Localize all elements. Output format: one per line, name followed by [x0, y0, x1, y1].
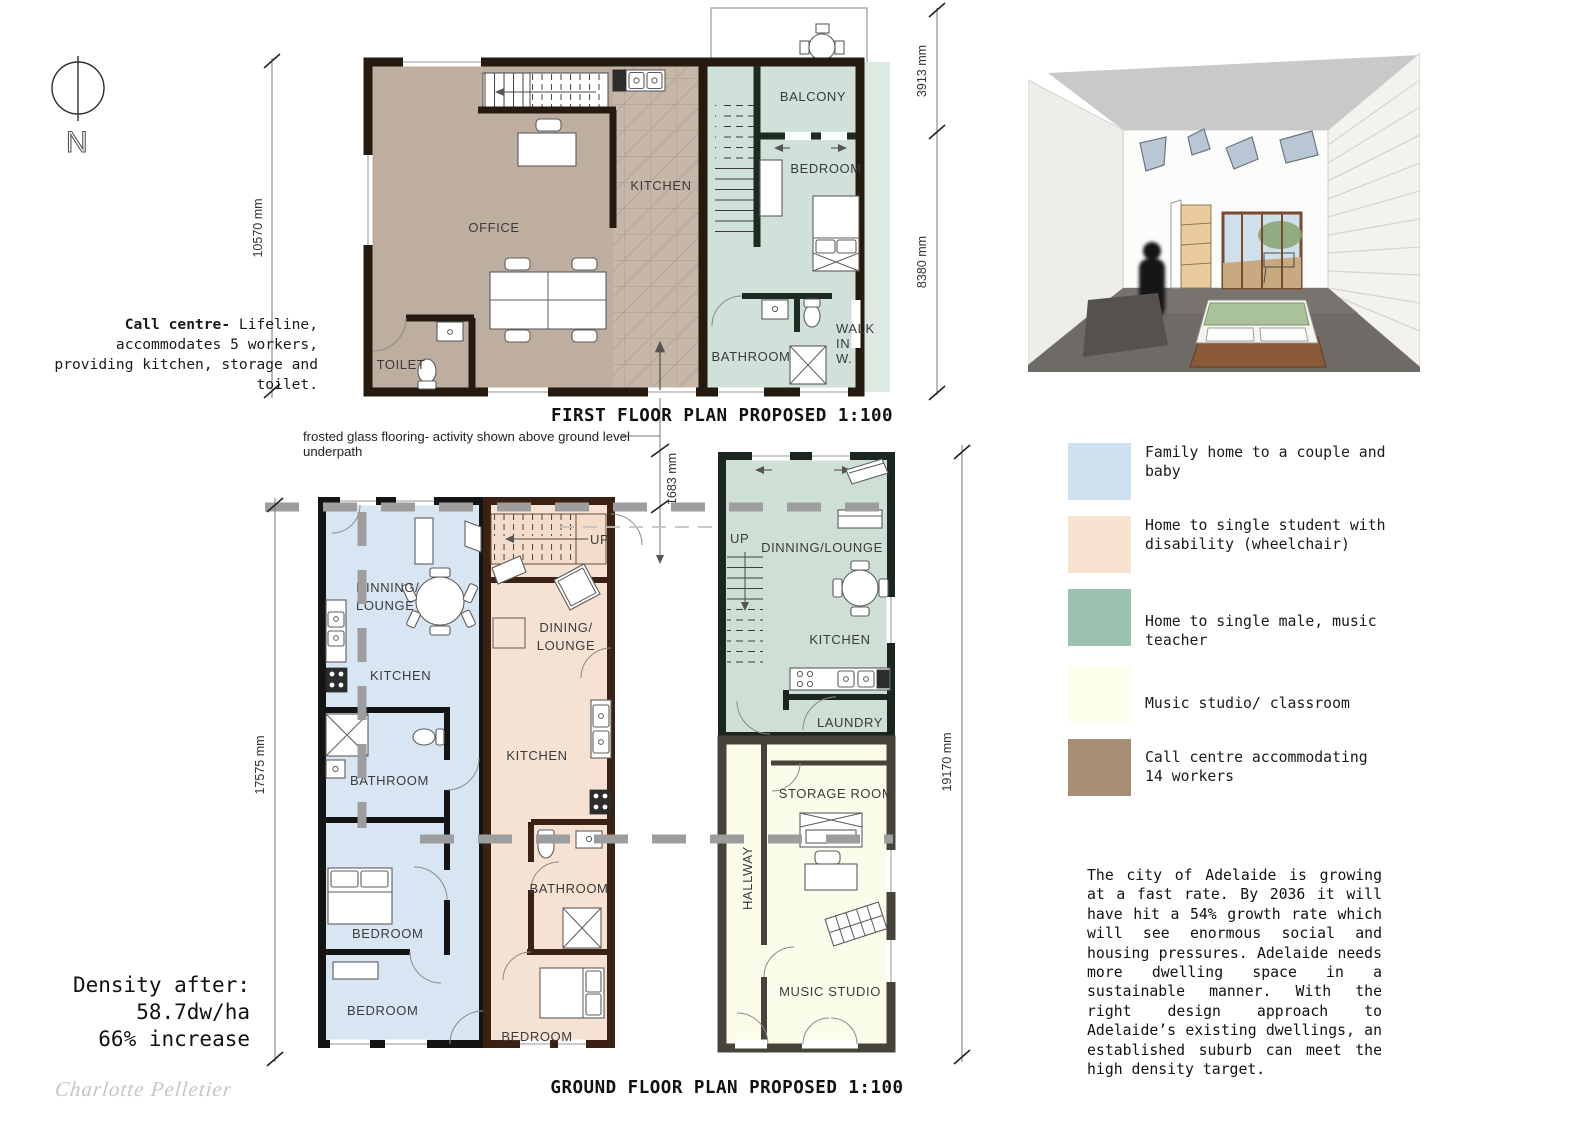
- density-note: [20, 972, 250, 1053]
- ff-bed: [813, 196, 859, 271]
- legend-swatch-1: [1068, 516, 1131, 573]
- kitchen-counter: [613, 70, 665, 91]
- north-label: N: [66, 126, 88, 159]
- interior-perspective-sketch: [1028, 45, 1420, 372]
- gf-unit-student: [487, 501, 642, 1049]
- room-label-peach-lounge: LOUNGE: [536, 638, 596, 653]
- sketch-glass-door: [1223, 213, 1302, 288]
- room-label-peach-kitchen: KITCHEN: [506, 748, 568, 763]
- density-line3: 66% increase: [98, 1027, 250, 1051]
- room-label-peach-dining: DINING/: [539, 620, 593, 635]
- call-centre-note-rest: Lifeline, accommodates 5 workers, providing kitchen, storage and toilet.: [54, 316, 318, 393]
- room-label-balcony: BALCONY: [779, 89, 847, 104]
- ff-shower: [790, 346, 826, 384]
- legend-label-3: Music studio/ classroom: [1145, 695, 1350, 712]
- room-label-kitchen: KITCHEN: [630, 178, 692, 193]
- room-label-walkin-3: W.: [836, 351, 853, 366]
- room-label-toilet: TOILET: [376, 357, 426, 372]
- legend-label-2: Home to single male, music teacher: [1145, 613, 1377, 649]
- legend-item-1: [1068, 516, 1398, 573]
- call-centre-note-bold: Call centre-: [124, 316, 231, 333]
- call-centre-note: [30, 315, 318, 395]
- gf-peach-kitchen: [590, 700, 611, 814]
- legend-item-4: [1068, 739, 1398, 796]
- legend-label-4: Call centre accommodating 14 workers: [1145, 749, 1368, 785]
- legend-swatch-0: [1068, 443, 1131, 500]
- room-label-blue-bedroom2: BEDROOM: [347, 1003, 419, 1018]
- adelaide-paragraph: The city of Adelaide is growing at a fast rate. By 2036 it will have hit a 54% growth rate which will see enormous social and housing pressures. Adelaide needs more dwelling space in a sustainable manner. With the right design approach to Adelaide’s existing dwellings, an established suburb can meet the high density target.: [1087, 867, 1382, 1079]
- dim-1683: 1683 mm: [665, 452, 679, 506]
- first-floor-title: FIRST FLOOR PLAN PROPOSED 1:100: [550, 406, 894, 426]
- gf-green-kitchen-counter: [790, 668, 890, 690]
- first-floor-stair: [483, 73, 608, 110]
- legend-label-0: Family home to a couple and baby: [1145, 444, 1386, 480]
- dim-19170: 19170 mm: [940, 732, 954, 792]
- room-label-blue-bathroom: BATHROOM: [350, 773, 429, 788]
- legend-item-0: [1068, 443, 1398, 500]
- dim-8380: 8380 mm: [915, 235, 929, 289]
- dim-3913: 3913 mm: [915, 44, 929, 98]
- density-line2: 58.7dw/ha: [136, 1000, 250, 1024]
- room-label-bedroom: BEDROOM: [790, 161, 862, 176]
- legend-swatch-2: [1068, 589, 1131, 646]
- gf-unit-teacher: [722, 452, 896, 737]
- room-label-green-laundry: LAUNDRY: [816, 715, 884, 730]
- room-label-peach-bathroom: BATHROOM: [529, 881, 609, 896]
- room-label-bathroom: BATHROOM: [711, 349, 791, 364]
- gf-blue-kitchen: [326, 600, 347, 692]
- gf-unit-family: [322, 497, 483, 1049]
- room-label-green-lounge: DINNING/LOUNGE: [761, 540, 883, 555]
- gf-peach-stair: [491, 514, 606, 564]
- room-label-blue-dinning: DINNING/: [356, 580, 420, 595]
- room-label-peach-bedroom: BEDROOM: [501, 1029, 573, 1044]
- legend-swatch-4: [1068, 739, 1131, 796]
- ground-floor-plan: [265, 452, 896, 1049]
- ground-floor-title: GROUND FLOOR PLAN PROPOSED 1:100: [550, 1078, 904, 1098]
- gf-peach-shower: [563, 908, 601, 948]
- room-label-blue-bedroom1: BEDROOM: [352, 926, 424, 941]
- gf-unit-studio: [722, 740, 896, 1049]
- room-label-green-kitchen: KITCHEN: [809, 632, 871, 647]
- frosted-glass-note: frosted glass flooring- activity shown above ground level underpath: [303, 429, 630, 459]
- legend: [1068, 443, 1398, 812]
- gf-blue-bed1: [328, 868, 392, 924]
- legend-label-1: Home to single student with disability (wheelchair): [1145, 517, 1386, 553]
- density-line1: Density after:: [72, 973, 250, 997]
- gf-green-stair: [727, 548, 763, 668]
- gf-peach-bed: [540, 968, 604, 1018]
- room-label-music-studio: MUSIC STUDIO: [779, 984, 881, 999]
- sketch-bed: [1190, 300, 1326, 367]
- room-label-office: OFFICE: [468, 220, 520, 235]
- legend-item-2: [1068, 589, 1398, 650]
- author-signature: Charlotte Pelletier: [53, 1077, 234, 1101]
- room-label-storage: STORAGE ROOM: [778, 786, 894, 801]
- room-label-hallway: HALLWAY: [740, 846, 755, 910]
- label-green-up: UP: [730, 531, 750, 546]
- first-floor-plan: [364, 8, 891, 397]
- room-label-walkin-2: IN: [836, 336, 851, 351]
- dim-10570: 10570 mm: [251, 198, 265, 258]
- room-label-blue-lounge: LOUNGE: [356, 598, 415, 613]
- sketch-wardrobe: [1171, 200, 1211, 288]
- room-label-walkin-1: WALK: [836, 321, 875, 336]
- room-label-blue-kitchen: KITCHEN: [370, 668, 432, 683]
- north-compass: [52, 56, 104, 159]
- legend-swatch-3: [1068, 666, 1131, 723]
- legend-item-3: [1068, 666, 1398, 723]
- dim-17575: 17575 mm: [253, 735, 267, 795]
- label-peach-up: UP: [590, 532, 610, 547]
